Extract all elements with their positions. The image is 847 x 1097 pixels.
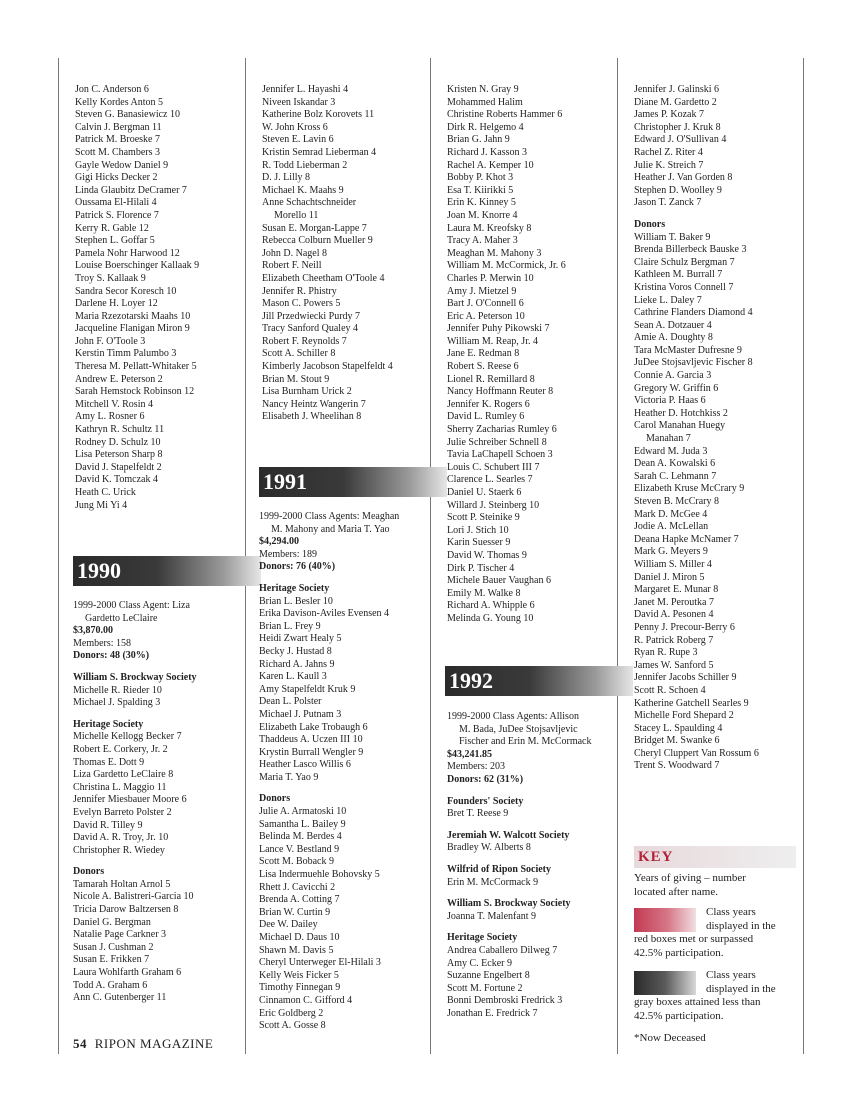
donor-name: Nancy Hoffmann Reuter 8 bbox=[447, 386, 554, 398]
donor-name: Lisa Peterson Sharp 8 bbox=[75, 449, 163, 461]
donor-name: Maria T. Yao 9 bbox=[259, 771, 319, 783]
donor-name: Mark G. Meyers 9 bbox=[634, 546, 708, 558]
society-list bbox=[447, 911, 591, 924]
donor-name: Bonni Dembroski Fredrick 3 bbox=[447, 995, 563, 1007]
donor-name: W. John Kross 6 bbox=[262, 121, 328, 133]
key-gray-line: displayed in the bbox=[706, 982, 776, 995]
society-heading: William S. Brockway Society bbox=[73, 671, 197, 683]
donor-name: Mohammed Halim bbox=[447, 96, 523, 108]
donor-name: Dean L. Polster bbox=[259, 696, 322, 708]
donor-name: Janet M. Peroutka 7 bbox=[634, 596, 714, 608]
donor-name: Brian M. Stout 9 bbox=[262, 373, 330, 385]
total-amount: $43,241.85 bbox=[447, 748, 492, 760]
donor-name: Rhett J. Cavicchi 2 bbox=[259, 881, 336, 893]
donor-name: Heath C. Urick bbox=[75, 487, 136, 498]
donor-name: Niveen Iskandar 3 bbox=[262, 96, 336, 108]
donor-name: David W. Thomas 9 bbox=[447, 549, 527, 561]
donor-name: JuDee Stojsavljevic Fischer 8 bbox=[634, 357, 753, 369]
donor-name: Melinda G. Young 10 bbox=[447, 612, 534, 624]
donor-name: Scott M. Chambers 3 bbox=[75, 146, 160, 158]
donor-name: Calvin J. Bergman 11 bbox=[75, 121, 162, 133]
donor-name: Tracy Sanford Qualey 4 bbox=[262, 323, 359, 335]
donor-name: Lisa Burnham Urick 2 bbox=[262, 386, 352, 398]
donor-name: Lori J. Stich 10 bbox=[447, 524, 509, 536]
donor-name: Jennifer L. Hayashi 4 bbox=[262, 84, 349, 95]
year-1990-section bbox=[73, 600, 197, 1005]
donor-name: R. Todd Lieberman 2 bbox=[262, 159, 348, 171]
donor-name: Gayle Wedow Daniel 9 bbox=[75, 159, 169, 171]
donor-name: Laura Wohlfarth Graham 6 bbox=[73, 967, 182, 979]
donor-name: Nicole A. Balistreri-Garcia 10 bbox=[73, 891, 194, 903]
key-gray-line: Class years bbox=[706, 969, 756, 981]
year-1992-banner bbox=[445, 666, 633, 696]
society-list bbox=[259, 596, 399, 785]
donor-name: Mitchell V. Rosin 4 bbox=[75, 398, 153, 410]
donor-name: Victoria P. Haas 6 bbox=[634, 395, 706, 407]
society-list bbox=[73, 731, 197, 857]
donor-name: Patrick M. Broeske 7 bbox=[75, 134, 160, 146]
donor-name: Scott P. Steinike 9 bbox=[447, 512, 520, 524]
donor-name: Rebecca Colburn Mueller 9 bbox=[262, 235, 373, 247]
society-list bbox=[73, 685, 197, 710]
donor-name: William M. Reap, Jr. 4 bbox=[447, 335, 538, 347]
donor-name: Jacqueline Flanigan Miron 9 bbox=[75, 323, 190, 335]
donor-name: Susan E. Morgan-Lappe 7 bbox=[262, 222, 367, 234]
donor-name: Scott M. Fortune 2 bbox=[447, 982, 523, 994]
society-heading: Donors bbox=[259, 793, 291, 805]
donor-name: Brian G. Jahn 9 bbox=[447, 134, 510, 146]
donor-name: Lieke L. Daley 7 bbox=[634, 294, 702, 306]
donor-name: Scott A. Gosse 8 bbox=[259, 1020, 326, 1032]
donor-name: Kelly Weis Ficker 5 bbox=[259, 969, 339, 981]
donor-name: Andrew E. Peterson 2 bbox=[75, 373, 163, 385]
total-amount: $4,294.00 bbox=[259, 536, 299, 548]
donor-name: Dee W. Dailey bbox=[259, 919, 318, 931]
donor-name: Mason C. Powers 5 bbox=[262, 298, 341, 310]
donor-name: Bradley W. Alberts 8 bbox=[447, 842, 531, 854]
donor-name: Dirk P. Tischer 4 bbox=[447, 562, 515, 574]
donor-name: Daniel U. Staerk 6 bbox=[447, 487, 522, 498]
donor-name: Michele Bauer Vaughan 6 bbox=[447, 575, 551, 587]
year-1990-banner bbox=[73, 556, 261, 586]
donor-name: Richard J. Kasson 3 bbox=[447, 146, 527, 158]
donor-name: Heather J. Van Gorden 8 bbox=[634, 172, 733, 184]
donor-name: Carol Manahan Huegy bbox=[634, 420, 726, 432]
society-list bbox=[447, 808, 591, 821]
society-list bbox=[447, 945, 591, 1021]
donor-name: Krystin Burrall Wengler 9 bbox=[259, 746, 364, 758]
donor-name: Jill Przedwiecki Purdy 7 bbox=[262, 310, 361, 322]
year-1991-banner bbox=[259, 467, 447, 497]
donor-name: Deana Hapke McNamer 7 bbox=[634, 533, 739, 545]
donor-name: Clarence L. Searles 7 bbox=[447, 474, 533, 486]
donor-name: Jonathan E. Fredrick 7 bbox=[447, 1007, 538, 1019]
donor-name: Robert E. Corkery, Jr. 2 bbox=[73, 743, 168, 755]
donor-name: Anne Schachtschneider bbox=[262, 197, 357, 209]
society-heading: Jeremiah W. Walcott Society bbox=[447, 829, 570, 841]
donor-name: Heather Lasco Willis 6 bbox=[259, 759, 351, 771]
year-1991-title: 1991 bbox=[263, 469, 307, 494]
year-1992-section bbox=[447, 711, 591, 1020]
society-list bbox=[634, 232, 759, 774]
donor-name: Heidi Zwart Healy 5 bbox=[259, 633, 342, 645]
donor-name: Meaghan M. Mahony 3 bbox=[447, 247, 542, 259]
donor-name: Scott R. Schoen 4 bbox=[634, 684, 706, 696]
donor-name: Becky J. Hustad 8 bbox=[259, 645, 332, 657]
donor-name: Brian W. Curtin 9 bbox=[259, 906, 331, 918]
donor-name: Steven G. Banasiewicz 10 bbox=[75, 109, 180, 121]
class-agent-line: Fischer and Erin M. McCormack bbox=[459, 736, 592, 748]
donor-name: Christopher J. Kruk 8 bbox=[634, 121, 721, 133]
donor-name: Kerry R. Gable 12 bbox=[75, 222, 149, 234]
donor-name: Mark D. McGee 4 bbox=[634, 508, 708, 520]
donor-name: Tamarah Holtan Arnol 5 bbox=[73, 878, 171, 890]
donor-name: William M. McCormick, Jr. 6 bbox=[447, 260, 566, 272]
donor-name: Steven E. Lavin 6 bbox=[262, 134, 334, 146]
donor-name: Michael J. Spalding 3 bbox=[73, 697, 161, 709]
donor-name: James W. Sanford 5 bbox=[634, 659, 714, 671]
society-heading: Founders' Society bbox=[447, 795, 524, 807]
donor-name: Kristen N. Gray 9 bbox=[447, 84, 519, 95]
donor-name: Scott A. Schiller 8 bbox=[262, 348, 336, 360]
page-footer bbox=[73, 1036, 213, 1052]
donor-name: Elizabeth Kruse McCrary 9 bbox=[634, 483, 745, 495]
donor-name: Susan E. Frikken 7 bbox=[73, 954, 150, 966]
donor-name: Brian L. Besler 10 bbox=[259, 595, 333, 607]
donor-name: Liza Gardetto LeClaire 8 bbox=[73, 769, 174, 781]
donor-name: Todd A. Graham 6 bbox=[73, 979, 148, 991]
donor-name: Amy C. Ecker 9 bbox=[447, 957, 512, 969]
donor-name: Rachel A. Kemper 10 bbox=[447, 159, 534, 171]
key-red-line: displayed in the bbox=[706, 919, 776, 932]
donor-name: Amy L. Rosner 6 bbox=[75, 411, 145, 423]
donor-name: Bobby P. Khot 3 bbox=[447, 172, 514, 184]
key-red-text bbox=[634, 906, 794, 960]
members-count: Members: 189 bbox=[259, 548, 318, 560]
year-1990-title: 1990 bbox=[77, 558, 121, 583]
donor-name: Sean A. Dotzauer 4 bbox=[634, 319, 712, 331]
donor-name: Stephen L. Goffar 5 bbox=[75, 235, 155, 247]
donor-name: Elizabeth Cheetham O'Toole 4 bbox=[262, 272, 385, 284]
donor-name: Oussama El-Hilali 4 bbox=[75, 197, 157, 209]
donor-name: Tracy A. Maher 3 bbox=[447, 235, 518, 247]
donor-name: Natalie Page Carkner 3 bbox=[73, 929, 167, 941]
donor-name: Christopher R. Wiedey bbox=[73, 844, 165, 856]
donor-name: Lance V. Bestland 9 bbox=[259, 843, 340, 855]
donor-name: David A. R. Troy, Jr. 10 bbox=[73, 832, 169, 844]
donor-name: Jodie A. McLellan bbox=[634, 521, 709, 533]
donor-name: Penny J. Precour-Berry 6 bbox=[634, 621, 735, 633]
donor-name: Joanna T. Malenfant 9 bbox=[447, 910, 537, 922]
donor-name: Michael K. Maahs 9 bbox=[262, 184, 344, 196]
donor-name: Thomas E. Dott 9 bbox=[73, 756, 145, 768]
donor-name: Jason T. Zanck 7 bbox=[634, 197, 702, 209]
donor-name: Richard A. Whipple 6 bbox=[447, 600, 535, 612]
donor-name: Kerstin Timm Palumbo 3 bbox=[75, 348, 177, 360]
donor-name: D. J. Lilly 8 bbox=[262, 172, 311, 184]
donor-name: David R. Tilley 9 bbox=[73, 819, 143, 831]
donor-name: Julie K. Streich 7 bbox=[634, 159, 704, 171]
donor-name: Edward M. Juda 3 bbox=[634, 445, 708, 457]
donor-name: Jon C. Anderson 6 bbox=[75, 84, 149, 95]
donor-name: David A. Pesonen 4 bbox=[634, 609, 714, 621]
class-agent-line: M. Bada, JuDee Stojsavljevic bbox=[459, 723, 578, 735]
donor-name: Christina L. Maggio 11 bbox=[73, 781, 167, 793]
donor-name: Jennifer Miesbauer Moore 6 bbox=[73, 794, 187, 806]
donor-name: Evelyn Barreto Polster 2 bbox=[73, 806, 172, 818]
donor-name: John D. Nagel 8 bbox=[262, 247, 327, 259]
donor-name: Cheryl Unterweger El-Hilali 3 bbox=[259, 957, 381, 969]
donor-name: Elisabeth J. Wheelihan 8 bbox=[262, 411, 362, 423]
donor-name: Emily M. Walke 8 bbox=[447, 587, 521, 599]
year-1992-title: 1992 bbox=[449, 668, 493, 693]
donor-name: Michelle R. Rieder 10 bbox=[73, 684, 162, 696]
donor-name: Brenda A. Cotting 7 bbox=[259, 894, 340, 906]
donor-name: Sherry Zacharias Rumley 6 bbox=[447, 424, 557, 436]
donor-name: Kimberly Jacobson Stapelfeldt 4 bbox=[262, 361, 393, 373]
donors-stat: Donors: 48 (30%) bbox=[73, 650, 150, 662]
society-list bbox=[634, 84, 759, 210]
donor-name: Julie Schreiber Schnell 8 bbox=[447, 436, 547, 448]
donor-name: Katherine Bolz Korovets 11 bbox=[262, 109, 375, 121]
donor-name: Scott M. Boback 9 bbox=[259, 856, 334, 868]
donor-name: Trent S. Woodward 7 bbox=[634, 760, 720, 772]
donor-name: Michelle Ford Shepard 2 bbox=[634, 710, 734, 722]
donor-name: Suzanne Engelbert 8 bbox=[447, 970, 530, 982]
donor-name: Jennifer Jacobs Schiller 9 bbox=[634, 672, 737, 684]
society-heading: Heritage Society bbox=[447, 932, 518, 944]
donor-name: Shawn M. Davis 5 bbox=[259, 944, 334, 956]
deceased-note: *Now Deceased bbox=[634, 1032, 706, 1044]
donor-name: Sarah C. Lehmann 7 bbox=[634, 470, 717, 482]
donor-name: Amy J. Mietzel 9 bbox=[447, 285, 517, 297]
donor-name: William T. Baker 9 bbox=[634, 231, 711, 243]
donor-name: Cathrine Flanders Diamond 4 bbox=[634, 307, 753, 319]
donor-name: Stephen D. Woolley 9 bbox=[634, 184, 722, 196]
key-red-line: 42.5% participation. bbox=[634, 946, 724, 959]
donor-name: Ryan R. Rupe 3 bbox=[634, 647, 698, 659]
donor-name: Eric Goldberg 2 bbox=[259, 1007, 324, 1019]
donor-name: Charles P. Merwin 10 bbox=[447, 272, 534, 284]
donor-name: Jung Mi Yi 4 bbox=[75, 499, 128, 511]
donor-name: Cinnamon C. Gifford 4 bbox=[259, 994, 353, 1006]
donor-name: Jennifer Puhy Pikowski 7 bbox=[447, 323, 550, 335]
donor-name: Erin M. McCormack 9 bbox=[447, 876, 539, 888]
donor-name: Linda Glaubitz DeCramer 7 bbox=[75, 184, 187, 196]
key-intro-line: Years of giving – number bbox=[634, 872, 746, 884]
society-list bbox=[259, 806, 399, 1033]
donor-name: Troy S. Kallaak 9 bbox=[75, 272, 146, 284]
donor-name: Darlene H. Loyer 12 bbox=[75, 298, 158, 310]
donor-name: Manahan 7 bbox=[646, 433, 691, 445]
donor-name: Amy Stapelfeldt Kruk 9 bbox=[259, 683, 356, 695]
donor-name: Sandra Secor Koresch 10 bbox=[75, 285, 177, 297]
donor-name: Esa T. Kiirikki 5 bbox=[447, 184, 514, 196]
donor-name: Bridget M. Swanke 6 bbox=[634, 735, 720, 747]
donor-name: Heather D. Hotchkiss 2 bbox=[634, 407, 728, 419]
donor-name: Louise Boerschinger Kallaak 9 bbox=[75, 260, 200, 272]
donor-name: Sarah Hemstock Robinson 12 bbox=[75, 386, 195, 398]
donor-name: Susan J. Cushman 2 bbox=[73, 941, 154, 953]
donor-name: Samantha L. Bailey 9 bbox=[259, 818, 346, 830]
donor-name: David L. Rumley 6 bbox=[447, 411, 525, 423]
key-red-line: Class years bbox=[706, 906, 756, 918]
key-title: KEY bbox=[638, 849, 674, 865]
donor-name: Kathryn R. Schultz 11 bbox=[75, 424, 165, 436]
donor-name: David J. Stapelfeldt 2 bbox=[75, 461, 162, 473]
donors-stat: Donors: 76 (40%) bbox=[259, 561, 336, 573]
class-agent-line: 1999-2000 Class Agents: Allison bbox=[447, 711, 579, 722]
donor-name: Morello 11 bbox=[274, 209, 319, 221]
donor-name: Tara McMaster Dufresne 9 bbox=[634, 344, 742, 356]
society-list bbox=[447, 842, 591, 855]
society-heading: William S. Brockway Society bbox=[447, 898, 571, 910]
donor-name: Jennifer J. Galinski 6 bbox=[634, 84, 719, 95]
class-agent-line: 1999-2000 Class Agents: Meaghan bbox=[259, 511, 400, 522]
donor-name: Belinda M. Berdes 4 bbox=[259, 831, 342, 843]
class-agent-line: M. Mahony and Maria T. Yao bbox=[271, 523, 390, 535]
donor-name: Bret T. Reese 9 bbox=[447, 808, 509, 820]
donor-name: R. Patrick Roberg 7 bbox=[634, 634, 714, 646]
members-count: Members: 158 bbox=[73, 637, 132, 649]
society-heading: Donors bbox=[634, 218, 666, 230]
donor-name: Margaret E. Munar 8 bbox=[634, 584, 719, 596]
donor-name: Robert S. Reese 6 bbox=[447, 361, 519, 373]
society-list bbox=[447, 877, 591, 890]
members-count: Members: 203 bbox=[447, 761, 506, 773]
donor-name: Brian L. Frey 9 bbox=[259, 620, 321, 632]
donor-name: Jennifer R. Phistry bbox=[262, 285, 337, 297]
donor-name: Tavia LaChapell Schoen 3 bbox=[447, 449, 553, 461]
donor-name: Eric A. Peterson 10 bbox=[447, 310, 525, 322]
key-gray-text bbox=[634, 969, 794, 1023]
total-amount: $3,870.00 bbox=[73, 625, 113, 637]
column-rule-2 bbox=[430, 58, 431, 1054]
donor-name: Ann C. Gutenberger 11 bbox=[73, 992, 167, 1004]
donor-name: Brenda Billerbeck Bauske 3 bbox=[634, 244, 747, 256]
donor-name: Willard J. Steinberg 10 bbox=[447, 499, 540, 511]
donor-name: Michelle Kellogg Becker 7 bbox=[73, 731, 182, 743]
donor-name: Gigi Hicks Decker 2 bbox=[75, 172, 158, 184]
donor-name: Dean A. Kowalski 6 bbox=[634, 458, 716, 470]
donor-name: Andrea Caballero Dilweg 7 bbox=[447, 944, 558, 956]
donor-name: Kristin Semrad Lieberman 4 bbox=[262, 146, 377, 158]
donor-name: Erin K. Kinney 5 bbox=[447, 197, 516, 209]
donor-name: Steven B. McCrary 8 bbox=[634, 496, 719, 507]
donor-name: Tricia Darow Baltzersen 8 bbox=[73, 904, 179, 916]
class-1989-continued-list bbox=[75, 84, 199, 512]
donor-name: Timothy Finnegan 9 bbox=[259, 982, 341, 994]
donor-name: Michael D. Daus 10 bbox=[259, 932, 340, 943]
donor-name: Michael J. Putnam 3 bbox=[259, 708, 342, 720]
donor-name: Diane M. Gardetto 2 bbox=[634, 96, 717, 108]
key-red-line: red boxes met or surpassed bbox=[634, 933, 754, 945]
column-rule-3 bbox=[617, 58, 618, 1054]
donors-stat: Donors: 62 (31%) bbox=[447, 773, 524, 785]
donor-name: Christine Roberts Hammer 6 bbox=[447, 109, 563, 121]
donor-name: Theresa M. Pellatt-Whitaker 5 bbox=[75, 361, 197, 373]
society-heading: Heritage Society bbox=[73, 718, 144, 730]
donor-name: Dirk R. Helgemo 4 bbox=[447, 121, 524, 133]
society-heading: Wilfrid of Ripon Society bbox=[447, 863, 551, 875]
donor-name: Jane E. Redman 8 bbox=[447, 348, 520, 360]
donor-name: Edward J. O'Sullivan 4 bbox=[634, 134, 727, 146]
society-list bbox=[73, 879, 197, 1005]
donor-name: Thaddeus A. Uczen III 10 bbox=[259, 734, 363, 746]
key-intro-line: located after name. bbox=[634, 885, 718, 898]
donor-name: Kelly Kordes Anton 5 bbox=[75, 96, 164, 108]
donor-name: Maria Rzezotarski Maahs 10 bbox=[75, 310, 191, 322]
donor-name: Elizabeth Lake Trobaugh 6 bbox=[259, 721, 368, 733]
class-1990-continued-list bbox=[262, 84, 393, 424]
society-heading: Donors bbox=[73, 866, 105, 878]
donor-name: James P. Kozak 7 bbox=[634, 109, 704, 121]
donor-name: Joan M. Knorre 4 bbox=[447, 209, 518, 221]
donor-name: Kathleen M. Burrall 7 bbox=[634, 269, 723, 281]
class-agent-line: 1999-2000 Class Agent: Liza bbox=[73, 600, 190, 611]
donor-name: Robert F. Neill bbox=[262, 260, 322, 272]
donor-name: Laura M. Kreofsky 8 bbox=[447, 222, 532, 234]
donor-name: Cheryl Cluppert Van Rossum 6 bbox=[634, 747, 759, 759]
donor-name: Erika Davison-Aviles Evensen 4 bbox=[259, 608, 390, 620]
donor-name: Gregory W. Griffin 6 bbox=[634, 382, 719, 394]
page-number: 54 bbox=[73, 1036, 87, 1051]
donor-name: Claire Schulz Bergman 7 bbox=[634, 256, 735, 268]
donor-name: Lisa Indermuehle Bohovsky 5 bbox=[259, 869, 380, 881]
donor-name: Katherine Gatchell Searles 9 bbox=[634, 697, 749, 709]
donor-name: Robert F. Reynolds 7 bbox=[262, 335, 347, 347]
class-1992-continued-section bbox=[634, 84, 759, 773]
donor-name: Jennifer K. Rogers 6 bbox=[447, 398, 530, 410]
class-agent-line: Gardetto LeClaire bbox=[85, 612, 158, 624]
donor-name: Daniel J. Miron 5 bbox=[634, 571, 705, 583]
donor-name: Kristina Voros Connell 7 bbox=[634, 281, 734, 293]
society-heading: Heritage Society bbox=[259, 582, 330, 594]
donor-name: Richard A. Jahns 9 bbox=[259, 658, 335, 670]
donor-name: Patrick S. Florence 7 bbox=[75, 209, 159, 221]
key-gray-line: 42.5% participation. bbox=[634, 1009, 724, 1022]
donor-name: Lionel R. Remillard 8 bbox=[447, 373, 535, 385]
year-1991-section bbox=[259, 511, 399, 1033]
donor-name: Daniel G. Bergman bbox=[73, 916, 151, 928]
magazine-name: RIPON MAGAZINE bbox=[94, 1036, 214, 1051]
donor-name: Julie A. Armatoski 10 bbox=[259, 806, 347, 818]
key-gray-line: gray boxes attained less than bbox=[634, 996, 761, 1008]
column-rule-right bbox=[803, 58, 804, 1054]
donor-name: Louis C. Schubert III 7 bbox=[447, 461, 540, 473]
donor-name: Karin Suesser 9 bbox=[447, 537, 511, 549]
donor-name: Pamela Nohr Harwood 12 bbox=[75, 247, 180, 259]
donor-name: David K. Tomczak 4 bbox=[75, 474, 158, 486]
donor-name: Nancy Heintz Wangerin 7 bbox=[262, 398, 366, 410]
donor-name: Connie A. Garcia 3 bbox=[634, 370, 712, 382]
column-rule-left bbox=[58, 58, 59, 1054]
donor-name: Amie A. Doughty 8 bbox=[634, 332, 713, 344]
donor-name: Stacey L. Spaulding 4 bbox=[634, 722, 723, 734]
donor-name: John F. O'Toole 3 bbox=[75, 335, 146, 347]
class-1991-continued-list bbox=[447, 84, 566, 626]
donor-name: Rodney D. Schulz 10 bbox=[75, 436, 161, 448]
donor-name: Karen L. Kaull 3 bbox=[259, 671, 327, 683]
donor-name: Rachel Z. Riter 4 bbox=[634, 146, 703, 158]
key-heading-box bbox=[634, 846, 796, 868]
donor-name: William S. Miller 4 bbox=[634, 558, 712, 570]
key-intro bbox=[634, 872, 746, 899]
donor-name: Bart J. O'Connell 6 bbox=[447, 298, 524, 310]
